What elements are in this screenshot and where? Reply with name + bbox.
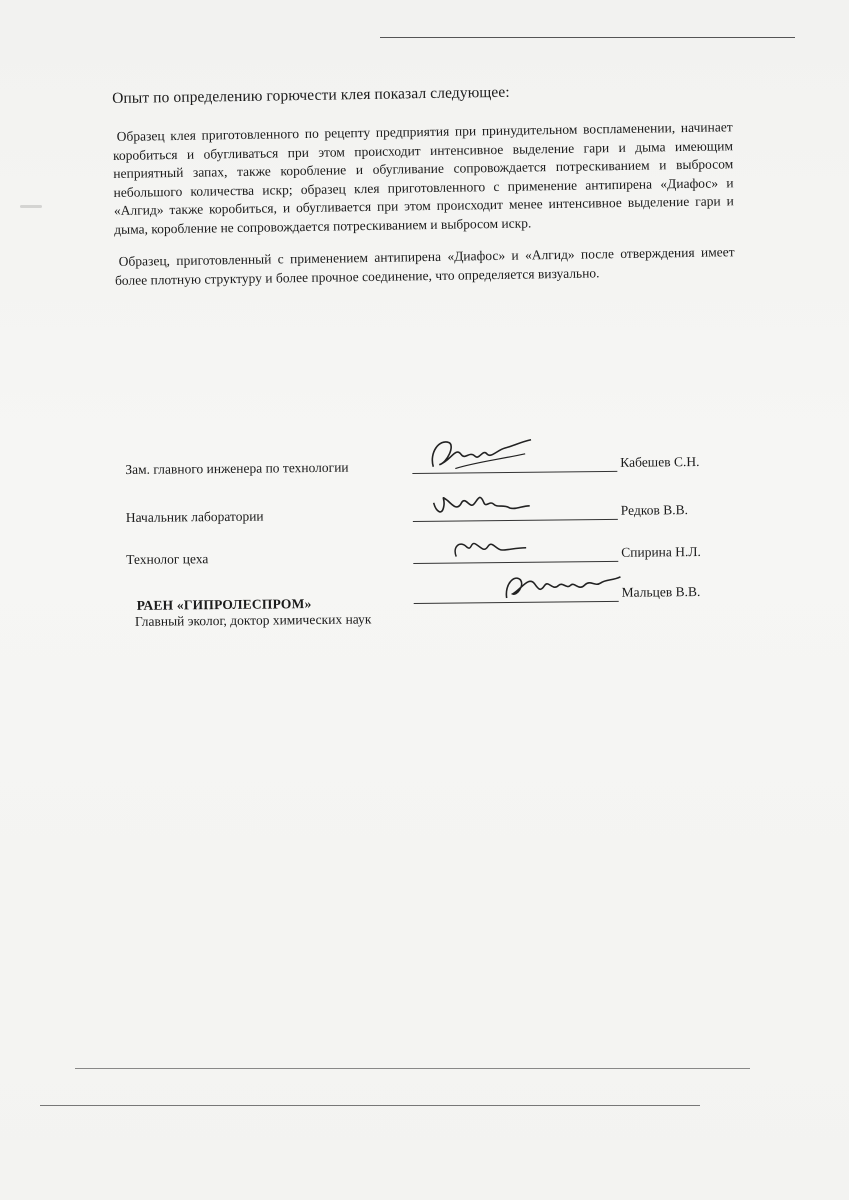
handwritten-signature: [425, 432, 535, 477]
signature-row: [126, 482, 746, 528]
handwritten-signature: [425, 480, 535, 525]
scan-smudge: [20, 205, 42, 208]
signatory-name: Кабешев С.Н.: [620, 453, 700, 470]
paragraph-2: Образец, приготовленный с применением антипирена «Диафос» и «Алгид» после отверждения имеет более плотную структуру и более прочное соединение, что определяется визуально.: [114, 244, 735, 288]
paragraph-1: Образец клея приготовленного по рецепту предприятия при принудительном воспламенении, начинает коробиться и обугливаться при этом происходит интенсивное выделение гари и дыма имеющим неприятный запах, также коробление и обугливание сопровождается потрескиванием и выбросом небольшого количества искр; образец клея приготовленного с применение антипирена «Диафос» и «Алгид» также коробиться, и обугливается при этом происходит менее интенсивное выделение гари и дыма, коробление не сопровождается потрескиванием и выбросом искр.: [112, 119, 734, 237]
signatory-name: Спирина Н.Л.: [621, 543, 701, 560]
organization-name: РАЕН «ГИПРОЛЕСПРОМ»: [136, 596, 312, 613]
signatory-role: Зам. главного инженера по технологии: [125, 459, 349, 477]
signature-row: [125, 434, 745, 480]
signatory-title: Главный эколог, доктор химических наук: [134, 611, 372, 629]
signatory-name: Редков В.В.: [620, 502, 688, 518]
handwritten-signature: [426, 522, 536, 567]
signatory-role: Технолог цеха: [126, 551, 209, 567]
document-body: [112, 80, 735, 304]
signatory-name: Мальцев В.В.: [621, 583, 701, 600]
signatory-role: Начальник лаборатории: [125, 508, 264, 525]
top-scan-line: [380, 37, 795, 38]
signature-block: [125, 434, 747, 640]
signature-row: [126, 524, 746, 570]
bottom-scan-line-2: [40, 1105, 700, 1106]
bottom-scan-line-1: [75, 1068, 750, 1069]
document-heading: Опыт по определению горючести клея показал следующее:: [112, 83, 510, 107]
final-signature-row: [127, 581, 748, 639]
